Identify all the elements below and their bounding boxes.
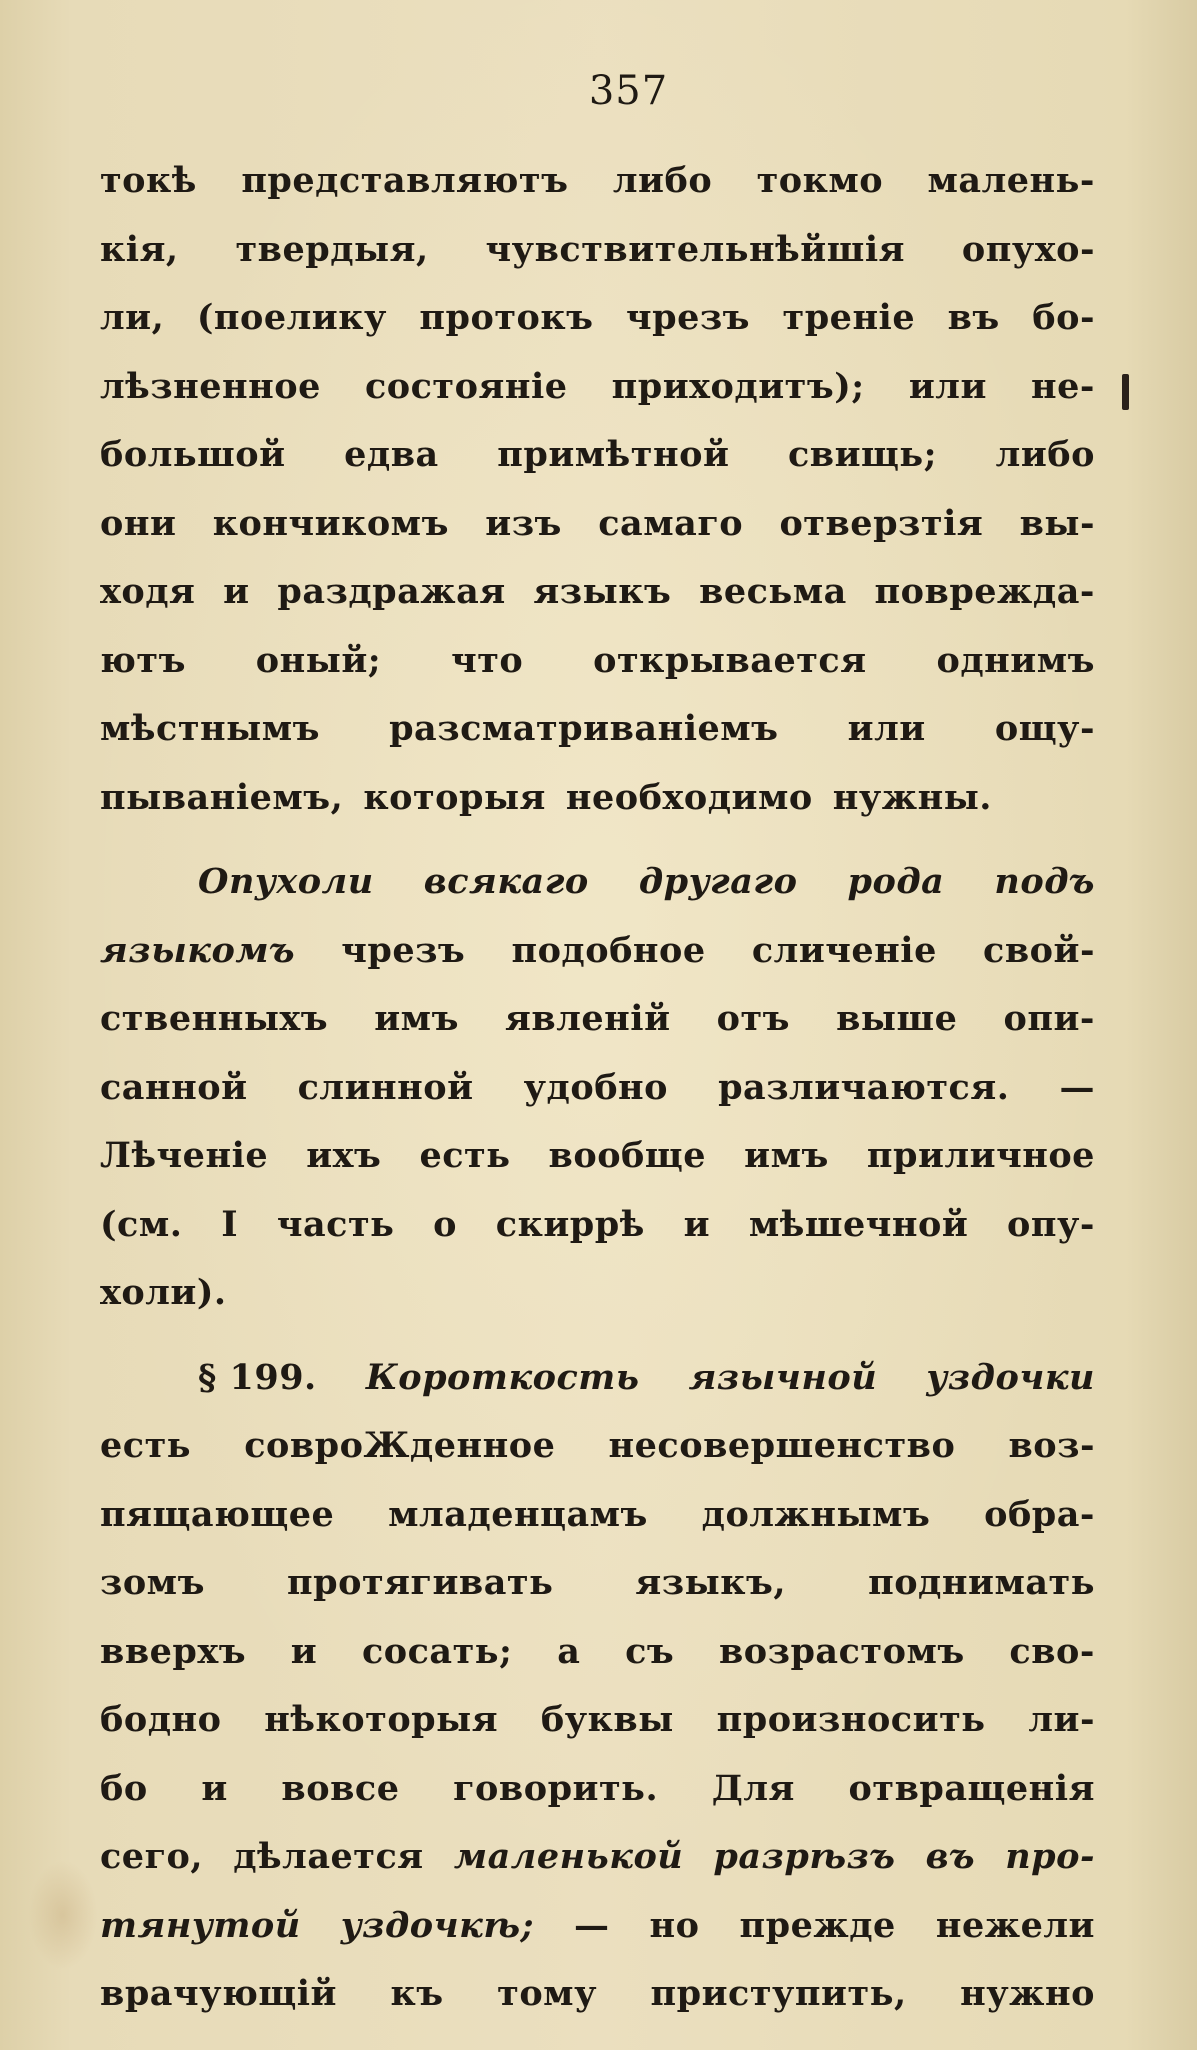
word: отверзтія [779,502,984,544]
text-line [100,708,1095,777]
word: вообще [548,1135,707,1176]
word: не- [1031,365,1095,407]
word: или [847,708,926,749]
word: совроЖденное [244,1425,556,1466]
paragraph [100,861,1095,1341]
word: различаются. [718,1066,1010,1108]
word: примѣтной [497,434,730,475]
word: малень- [927,160,1095,201]
word: язычной [688,1356,878,1398]
word: произносить [716,1699,986,1740]
word: подъ [994,861,1095,902]
text-line [100,571,1095,640]
word: приходитъ); [611,365,865,407]
word: и [683,1203,711,1245]
word: сличеніе [751,929,937,971]
word: имъ [374,998,459,1039]
word: отъ [716,998,791,1039]
word: ютъ [100,639,186,681]
word: треніе [782,297,916,338]
word: едва [344,434,439,475]
word: токмо [756,160,884,201]
word: необходимо [565,776,813,818]
word: холи). [100,1272,227,1313]
text-line [100,1494,1095,1563]
word: состояніе [364,365,568,407]
text-line [100,861,1095,930]
text-line [100,998,1095,1067]
word: ственныхъ [100,998,329,1039]
word: всякаго [423,861,589,902]
word: — [1059,1066,1095,1108]
word: твердыя, [235,228,429,270]
word: подобное [511,929,706,971]
word: разрѣзъ [713,1836,896,1877]
text-line [100,1562,1095,1631]
paragraph [100,1357,1095,2042]
text-line [100,1905,1095,1974]
word: тому [497,1973,597,2014]
text-line [100,1973,1095,2042]
word: ощу- [994,708,1095,749]
word: разсматриваніемъ [389,708,779,749]
word: нужны. [832,776,992,818]
text-line [100,1272,1095,1341]
word: и [290,1630,318,1672]
text-line [100,1768,1095,1837]
word: токѣ [100,160,197,201]
text-line [100,1067,1095,1136]
word: — [574,1904,610,1946]
word: мѣстнымъ [100,708,320,749]
text-line [100,777,1095,846]
word: поднимать [868,1562,1095,1603]
word: а [557,1630,581,1672]
word: нѣкоторыя [264,1699,499,1740]
word: часть [276,1203,395,1245]
word: ходя [100,571,196,612]
word: воз- [1008,1425,1095,1466]
word: сосать; [361,1630,513,1672]
word: санной [100,1066,248,1108]
word: есть [419,1135,511,1176]
word: говорить. [453,1767,659,1809]
word: выше [836,998,958,1039]
text-line [100,366,1095,435]
word: Опухоли [198,861,374,902]
word: но [649,1904,700,1946]
text-line [100,229,1095,298]
word: которыя [363,776,546,818]
word: или [908,365,987,407]
word: чрезъ [341,929,466,971]
word: протокъ [419,297,594,338]
text-line [100,640,1095,709]
word: чрезъ [625,297,751,338]
paragraph-gap [100,1341,1095,1357]
word: и [223,571,250,612]
word: должнымъ [701,1493,931,1535]
text-line [100,930,1095,999]
word: языкомъ [100,929,296,971]
word: большой [100,434,286,475]
word: они [100,502,177,544]
word: сво- [1009,1630,1095,1672]
word: кончикомъ [212,502,449,544]
word: повреждa- [874,571,1095,612]
word: явленій [505,998,671,1039]
text-line [100,297,1095,366]
text-line [100,1357,1095,1426]
word: Короткость [365,1356,640,1398]
word: открывается [593,639,867,681]
word: (см. [100,1203,183,1245]
word: маленькой [453,1836,684,1877]
text-line [100,434,1095,503]
word: изъ [485,502,562,544]
word: рода [847,861,945,902]
word: вовсе [281,1767,400,1809]
word: уздочкѣ; [340,1904,535,1946]
word: отвращенія [848,1767,1095,1809]
word: сего, [100,1836,204,1877]
page-number: 357 [588,68,669,114]
word: чувствительнѣйшія [485,228,906,270]
word: несовершенство [608,1425,956,1466]
word: и [201,1767,228,1809]
word: вверхъ [100,1630,247,1672]
word: бодно [100,1699,222,1740]
word: зомъ [100,1562,205,1603]
word: бо [100,1767,148,1809]
word: свищь; [787,434,938,475]
text-line [100,1631,1095,1700]
word: прежде [739,1904,896,1946]
word: опухо- [961,228,1095,270]
word: бо- [1032,297,1095,338]
word: либо [612,160,713,201]
text-line [100,1836,1095,1905]
word: буквы [540,1699,674,1740]
word: про- [1005,1836,1095,1877]
word: что [451,639,524,681]
word: (поелику [196,297,387,338]
text-line [100,503,1095,572]
word: тянутой [100,1904,301,1946]
word: возрастомъ [718,1630,965,1672]
word: другаго [638,861,798,902]
word: о [433,1203,458,1245]
word: приступить, [650,1973,907,2014]
word: § 199. [198,1356,317,1398]
word: пящающее [100,1493,335,1535]
paragraph-gap [100,845,1095,861]
word: уздочки [926,1356,1095,1398]
word: обра- [984,1493,1095,1535]
word: врачующій [100,1973,338,2014]
text-line [100,1699,1095,1768]
word: протягивать [287,1562,554,1603]
word: самаго [598,502,744,544]
margin-mark [1122,374,1129,410]
word: въ [947,297,1000,338]
word: либо [995,434,1095,475]
word: нужно [960,1973,1095,2014]
word: къ [390,1973,444,2014]
word: опу- [1007,1203,1095,1245]
word: раздражая [277,571,506,612]
word: I [221,1203,239,1245]
text-body [100,160,1095,2042]
word: ли- [1028,1699,1095,1740]
word: имъ [744,1135,829,1176]
word: слинной [297,1066,474,1108]
word: лѣзненное [100,365,321,407]
word: нежели [935,1904,1095,1946]
text-line [100,160,1095,229]
text-line [100,1204,1095,1273]
word: оный; [255,639,382,681]
word: есть [100,1425,192,1466]
word: кія, [100,228,179,270]
word: свой- [983,929,1095,971]
word: младенцамъ [388,1493,648,1535]
word: удобно [523,1066,669,1108]
word: ихъ [306,1135,382,1176]
word: Лѣченіе [100,1135,269,1176]
text-line [100,1425,1095,1494]
paper-stain [28,1860,98,1970]
word: въ [925,1836,976,1877]
word: пываніемъ, [100,776,344,818]
word: вы- [1019,502,1095,544]
word: опи- [1003,998,1095,1039]
word: съ [625,1630,675,1672]
word: языкъ [533,571,672,612]
word: ли, [100,297,165,338]
word: дѣлается [233,1836,424,1877]
word: Для [711,1767,795,1809]
word: весьма [699,571,847,612]
word: мѣшечной [748,1203,969,1245]
word: представляютъ [241,160,569,201]
word: скиррѣ [495,1203,645,1245]
word: приличное [866,1135,1095,1176]
text-line [100,1135,1095,1204]
word: языкъ, [635,1562,787,1603]
paragraph [100,160,1095,845]
word: однимъ [936,639,1095,681]
